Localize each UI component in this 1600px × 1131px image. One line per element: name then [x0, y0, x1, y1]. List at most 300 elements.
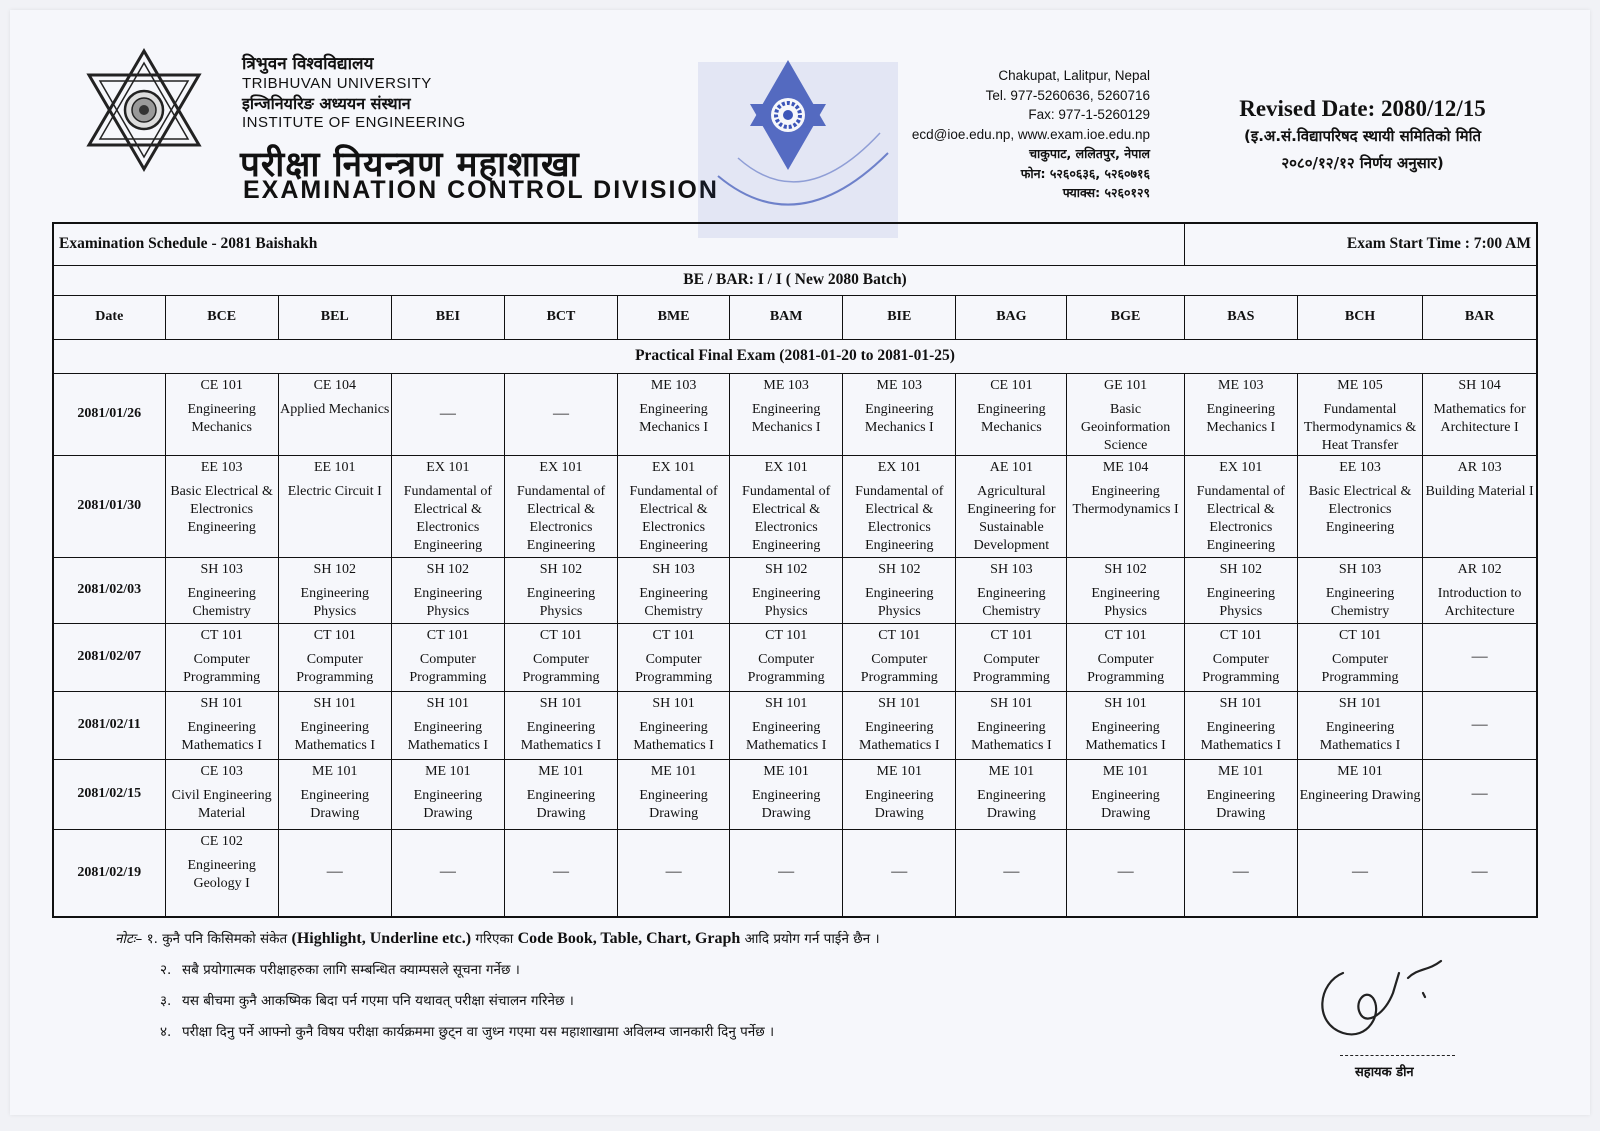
- contact-phone-np: फोन: ५२६०६३६, ५२६०७१६: [1020, 165, 1150, 181]
- course-subject: Engineering Drawing: [1091, 787, 1160, 821]
- practical-row: [53, 339, 1537, 373]
- exam-cell: [1184, 557, 1297, 623]
- exam-cell: [1297, 373, 1422, 455]
- exam-cell: [391, 759, 504, 829]
- course-code: ME 101: [312, 763, 358, 779]
- course-code: CT 101: [878, 627, 921, 643]
- exam-cell: [956, 691, 1067, 759]
- exam-date: 2081/02/11: [53, 691, 165, 759]
- course-code: ME 101: [1218, 763, 1264, 779]
- exam-cell: [730, 373, 843, 455]
- course-subject: Engineering Physics: [1091, 585, 1160, 619]
- course-subject: Engineering Geology I: [187, 857, 256, 891]
- exam-cell: [391, 557, 504, 623]
- course-code: SH 103: [652, 561, 695, 577]
- course-code: SH 101: [1104, 695, 1147, 711]
- exam-cell: [956, 373, 1067, 455]
- course-subject: Engineering Mechanics: [977, 401, 1046, 435]
- no-exam-dash: —: [1471, 863, 1488, 881]
- contact-address: Chakupat, Lalitpur, Nepal: [998, 68, 1150, 83]
- course-subject: Engineering Physics: [865, 585, 934, 619]
- exam-cell: [165, 691, 278, 759]
- course-code: SH 101: [200, 695, 243, 711]
- revised-note-line2: २०८०/१२/१२ निर्णय अनुसार): [1281, 154, 1444, 172]
- no-exam-dash: —: [1471, 647, 1488, 665]
- table-row: [53, 759, 1537, 829]
- column-header: BGE: [1067, 295, 1184, 339]
- course-code: AR 102: [1457, 561, 1502, 577]
- course-code: CT 101: [539, 627, 583, 643]
- no-exam-cell: [504, 829, 617, 917]
- course-code: CE 101: [200, 377, 243, 393]
- course-subject: Engineering Drawing: [526, 787, 596, 821]
- course-code: ME 103: [650, 377, 697, 393]
- no-exam-cell: [1423, 829, 1537, 917]
- course-subject: Computer Programming: [1202, 651, 1280, 685]
- revised-date: Revised Date: 2080/12/15: [1239, 96, 1486, 121]
- course-subject: Fundamental of Electrical & Electronics Engineering: [855, 483, 944, 553]
- division-name-np: परीक्षा नियन्त्रण महाशाखा: [240, 145, 580, 185]
- no-exam-dash: —: [1471, 715, 1488, 733]
- course-subject: Engineering Mathematics I: [294, 719, 375, 753]
- course-subject: Building Material I: [1425, 483, 1534, 499]
- exam-cell: [1067, 623, 1184, 691]
- column-header: BAS: [1184, 295, 1297, 339]
- institute-name-np: इन्जिनियरिङ अध्ययन संस्थान: [242, 94, 411, 113]
- course-code: EE 103: [1339, 459, 1381, 475]
- course-subject: Computer Programming: [1087, 651, 1165, 685]
- course-code: SH 103: [990, 561, 1033, 577]
- exam-cell: [165, 829, 278, 917]
- course-code: EX 101: [1219, 459, 1263, 475]
- contact-fax-np: फ्याक्स: ५२६०१२९: [1062, 185, 1150, 200]
- course-subject: Engineering Mathematics I: [1319, 719, 1401, 753]
- course-subject: Engineering Chemistry: [1325, 585, 1395, 619]
- university-name-en: TRIBHUVAN UNIVERSITY: [242, 75, 432, 92]
- course-subject: Engineering Drawing: [1299, 787, 1421, 803]
- column-header: BCH: [1297, 295, 1422, 339]
- course-subject: Engineering Mathematics I: [181, 719, 262, 753]
- course-subject: Engineering Thermodynamics I: [1072, 483, 1179, 517]
- course-subject: Engineering Drawing: [639, 787, 708, 821]
- course-code: AR 103: [1457, 459, 1502, 475]
- column-header: BIE: [843, 295, 956, 339]
- column-header: BCE: [165, 295, 278, 339]
- exam-cell: [730, 455, 843, 557]
- no-exam-cell: [391, 373, 504, 455]
- course-code: CT 101: [313, 627, 356, 643]
- note-number: ४.: [160, 1024, 172, 1040]
- exam-cell: [391, 623, 504, 691]
- exam-cell: [1184, 455, 1297, 557]
- course-code: CT 101: [1104, 627, 1147, 643]
- course-code: EX 101: [651, 459, 696, 475]
- no-exam-cell: [618, 829, 730, 917]
- course-subject: Computer Programming: [747, 651, 825, 685]
- exam-cell: [843, 691, 956, 759]
- exam-cell: [165, 623, 278, 691]
- exam-cell: [1067, 759, 1184, 829]
- course-subject: Engineering Mathematics I: [520, 719, 602, 753]
- course-subject: Computer Programming: [183, 651, 261, 685]
- course-subject: Fundamental of Electrical & Electronics Engineering: [742, 483, 831, 553]
- note-text: सबै प्रयोगात्मक परीक्षाहरुका लागि सम्बन्धित क्याम्पसले सूचना गर्नेछ ।: [182, 962, 520, 978]
- course-subject: Engineering Mechanics I: [1206, 401, 1276, 435]
- course-code: ME 101: [763, 763, 809, 779]
- course-subject: Engineering Physics: [751, 585, 821, 619]
- course-code: ME 101: [538, 763, 584, 779]
- course-code: CT 101: [765, 627, 808, 643]
- no-exam-dash: —: [552, 863, 569, 881]
- course-subject: Engineering Physics: [526, 585, 596, 619]
- exam-cell: [730, 557, 843, 623]
- table-row: [53, 691, 1537, 759]
- course-code: EE 101: [313, 459, 356, 475]
- signature-title: सहायक डीन: [1355, 1065, 1414, 1080]
- exam-cell: [956, 623, 1067, 691]
- column-header: Date: [53, 295, 165, 339]
- no-exam-cell: [504, 373, 617, 455]
- no-exam-dash: —: [891, 863, 908, 881]
- course-subject: Engineering Physics: [413, 585, 483, 619]
- exam-cell: [278, 373, 391, 455]
- note-text: आदि प्रयोग गर्न पाईने छैन ।: [744, 931, 880, 947]
- course-subject: Engineering Mechanics I: [864, 401, 934, 435]
- no-exam-dash: —: [778, 863, 795, 881]
- course-subject: Agricultural Engineering for Sustainable Development: [967, 483, 1056, 553]
- note-item-3: [160, 991, 574, 1009]
- course-code: SH 102: [539, 561, 583, 577]
- document-page: [10, 10, 1590, 1115]
- exam-cell: [165, 373, 278, 455]
- course-code: SH 101: [764, 695, 808, 711]
- signature-line: [1340, 1055, 1455, 1056]
- exam-cell: [278, 455, 391, 557]
- course-code: CE 102: [200, 833, 243, 849]
- exam-cell: [1297, 455, 1422, 557]
- exam-cell: [391, 455, 504, 557]
- course-subject: Engineering Mathematics I: [971, 719, 1052, 753]
- no-exam-cell: [1067, 829, 1184, 917]
- contact-tel: Tel. 977-5260636, 5260716: [985, 87, 1150, 103]
- course-subject: Engineering Chemistry: [187, 585, 256, 619]
- table-row: [53, 829, 1537, 917]
- no-exam-dash: —: [1003, 863, 1020, 881]
- exam-cell: [1297, 623, 1422, 691]
- exam-date: 2081/01/30: [53, 455, 165, 557]
- exam-cell: [618, 759, 730, 829]
- exam-cell: [1184, 759, 1297, 829]
- exam-cell: [165, 557, 278, 623]
- university-name-np: त्रिभुवन विश्वविद्यालय: [242, 54, 374, 74]
- exam-cell: [618, 623, 730, 691]
- course-subject: Basic Electrical & Electronics Engineering: [170, 483, 273, 535]
- exam-cell: [278, 691, 391, 759]
- exam-cell: [1067, 455, 1184, 557]
- column-header: BCT: [504, 295, 617, 339]
- course-subject: Basic Electrical & Electronics Engineering: [1308, 483, 1412, 535]
- no-exam-dash: —: [439, 863, 456, 881]
- note-bold: (Highlight, Underline etc.): [291, 930, 472, 947]
- course-subject: Engineering Mathematics I: [407, 719, 489, 753]
- exam-cell: [730, 623, 843, 691]
- course-subject: Computer Programming: [1321, 651, 1399, 685]
- course-code: EX 101: [426, 459, 470, 475]
- no-exam-dash: —: [326, 863, 343, 881]
- course-code: ME 101: [1337, 763, 1383, 779]
- column-header: BAR: [1423, 295, 1537, 339]
- university-name-block: [242, 54, 466, 132]
- course-code: SH 103: [1338, 561, 1382, 577]
- batch-label: BE / BAR: I / I ( New 2080 Batch): [53, 265, 1537, 295]
- course-code: SH 101: [313, 695, 356, 711]
- schedule-title: Examination Schedule - 2081 Baishakh: [53, 223, 1184, 265]
- no-exam-cell: [1423, 759, 1537, 829]
- exam-cell: [165, 759, 278, 829]
- course-subject: Engineering Drawing: [751, 787, 821, 821]
- contact-fax: Fax: 977-1-5260129: [1028, 107, 1150, 122]
- exam-cell: [278, 557, 391, 623]
- table-row: [53, 455, 1537, 557]
- exam-cell: [1297, 557, 1422, 623]
- course-code: CE 101: [990, 377, 1033, 393]
- exam-cell: [843, 455, 956, 557]
- note-item-4: [160, 1022, 774, 1040]
- revised-date-block: [1195, 96, 1530, 176]
- course-subject: Mathematics for Architecture I: [1433, 401, 1526, 435]
- note-item-1: [115, 929, 880, 948]
- exam-cell: [1297, 691, 1422, 759]
- exam-cell: [956, 455, 1067, 557]
- course-subject: Civil Engineering Material: [171, 787, 272, 821]
- no-exam-dash: —: [665, 863, 682, 881]
- exam-cell: [843, 373, 956, 455]
- course-subject: Computer Programming: [296, 651, 374, 685]
- course-code: SH 102: [313, 561, 356, 577]
- exam-date: 2081/02/15: [53, 759, 165, 829]
- column-header: BEI: [391, 295, 504, 339]
- exam-start-time: Exam Start Time : 7:00 AM: [1184, 223, 1537, 265]
- course-subject: Engineering Physics: [300, 585, 369, 619]
- university-logo-icon: [83, 47, 205, 173]
- division-name-en: EXAMINATION CONTROL DIVISION: [243, 176, 719, 204]
- course-code: ME 101: [650, 763, 697, 779]
- course-subject: Engineering Physics: [1206, 585, 1276, 619]
- exam-cell: [1067, 373, 1184, 455]
- course-code: SH 101: [878, 695, 921, 711]
- exam-date: 2081/02/03: [53, 557, 165, 623]
- course-subject: Engineering Mechanics: [187, 401, 256, 435]
- exam-cell: [504, 455, 617, 557]
- course-subject: Electric Circuit I: [287, 483, 382, 499]
- exam-cell: [1184, 691, 1297, 759]
- no-exam-cell: [1297, 829, 1422, 917]
- no-exam-cell: [1184, 829, 1297, 917]
- course-code: ME 101: [988, 763, 1035, 779]
- course-subject: Engineering Mechanics I: [751, 401, 821, 435]
- note-text: कुनै पनि किसिमको संकेत: [162, 931, 288, 947]
- note-text: गरिएका: [475, 931, 514, 947]
- exam-cell: [956, 759, 1067, 829]
- course-subject: Engineering Mathematics I: [1200, 719, 1282, 753]
- course-code: CE 104: [313, 377, 356, 393]
- course-subject: Engineering Mathematics I: [1085, 719, 1166, 753]
- exam-cell: [1423, 455, 1537, 557]
- exam-cell: [391, 691, 504, 759]
- exam-cell: [1067, 691, 1184, 759]
- course-subject: Engineering Drawing: [977, 787, 1046, 821]
- course-code: CT 101: [200, 627, 243, 643]
- exam-cell: [843, 623, 956, 691]
- course-code: CT 101: [426, 627, 469, 643]
- course-subject: Computer Programming: [409, 651, 487, 685]
- exam-cell: [1067, 557, 1184, 623]
- course-subject: Computer Programming: [635, 651, 713, 685]
- course-subject: Computer Programming: [972, 651, 1050, 685]
- column-header-row: [53, 295, 1537, 339]
- course-code: SH 101: [1338, 695, 1382, 711]
- no-exam-cell: [956, 829, 1067, 917]
- exam-cell: [1423, 557, 1537, 623]
- course-code: GE 101: [1104, 377, 1148, 393]
- course-code: SH 104: [1458, 377, 1501, 393]
- table-row: [53, 557, 1537, 623]
- course-code: ME 101: [876, 763, 923, 779]
- course-subject: Fundamental of Electrical & Electronics Engineering: [403, 483, 492, 553]
- exam-cell: [843, 759, 956, 829]
- contact-web: ecd@ioe.edu.np, www.exam.ioe.edu.np: [911, 126, 1150, 142]
- note-item-2: [160, 960, 520, 978]
- course-code: SH 101: [990, 695, 1033, 711]
- note-text: परीक्षा दिनु पर्ने आफ्नो कुनै विषय परीक्षा कार्यक्रममा छुट्न वा जुध्न गएमा यस महाशाखामा अविलम्व जानकारी दिनु पर्नेछ ।: [182, 1024, 775, 1040]
- no-exam-dash: —: [1352, 863, 1369, 881]
- course-code: CT 101: [1219, 627, 1262, 643]
- batch-row: [53, 265, 1537, 295]
- exam-cell: [843, 557, 956, 623]
- note-number: १.: [146, 931, 158, 947]
- course-code: CT 101: [1338, 627, 1382, 643]
- exam-cell: [504, 557, 617, 623]
- no-exam-cell: [1423, 691, 1537, 759]
- course-subject: Fundamental Thermodynamics & Heat Transfer: [1303, 401, 1417, 453]
- official-stamp-icon: [698, 58, 903, 242]
- course-subject: Computer Programming: [522, 651, 600, 685]
- exam-cell: [618, 455, 730, 557]
- contact-block: [912, 66, 1150, 203]
- course-subject: Engineering Mathematics I: [633, 719, 714, 753]
- no-exam-dash: —: [1471, 784, 1488, 802]
- course-code: SH 101: [426, 695, 470, 711]
- note-bold: Code Book, Table, Chart, Graph: [517, 930, 741, 947]
- exam-cell: [1184, 623, 1297, 691]
- no-exam-dash: —: [552, 404, 569, 422]
- exam-cell: [618, 373, 730, 455]
- course-subject: Engineering Chemistry: [977, 585, 1046, 619]
- no-exam-cell: [278, 829, 391, 917]
- exam-cell: [1297, 759, 1422, 829]
- course-subject: Computer Programming: [860, 651, 938, 685]
- note-text: यस बीचमा कुनै आकष्मिक बिदा पर्न गएमा पनि यथावत् परीक्षा संचालन गरिनेछ ।: [182, 993, 574, 1009]
- course-subject: Engineering Mathematics I: [859, 719, 940, 753]
- course-code: EE 103: [200, 459, 243, 475]
- exam-cell: [1423, 373, 1537, 455]
- column-header: BEL: [278, 295, 391, 339]
- exam-cell: [165, 455, 278, 557]
- course-subject: Engineering Drawing: [300, 787, 369, 821]
- practical-exam-label: Practical Final Exam (2081-01-20 to 2081-01-25): [53, 339, 1537, 373]
- course-subject: Fundamental of Electrical & Electronics Engineering: [516, 483, 606, 553]
- no-exam-cell: [730, 829, 843, 917]
- course-code: SH 103: [200, 561, 243, 577]
- exam-cell: [1184, 373, 1297, 455]
- exam-cell: [730, 759, 843, 829]
- exam-cell: [504, 623, 617, 691]
- course-subject: Engineering Drawing: [865, 787, 934, 821]
- course-subject: Engineering Drawing: [413, 787, 483, 821]
- institute-name-en: INSTITUTE OF ENGINEERING: [242, 114, 466, 131]
- course-subject: Engineering Drawing: [1206, 787, 1276, 821]
- course-code: SH 101: [1219, 695, 1262, 711]
- revised-note-line1: (इ.अ.सं.विद्यापरिषद स्थायी समितिको मिति: [1243, 127, 1482, 145]
- no-exam-dash: —: [1232, 863, 1249, 881]
- exam-schedule-table: [52, 222, 1538, 918]
- handwritten-signature-icon: [1313, 953, 1453, 1043]
- course-code: EX 101: [764, 459, 808, 475]
- column-header: BAG: [956, 295, 1067, 339]
- course-code: ME 101: [1102, 763, 1149, 779]
- course-code: ME 103: [763, 377, 809, 393]
- course-code: ME 105: [1337, 377, 1383, 393]
- exam-date: 2081/02/07: [53, 623, 165, 691]
- course-code: ME 101: [425, 763, 471, 779]
- course-code: SH 102: [1104, 561, 1147, 577]
- course-subject: Engineering Mathematics I: [745, 719, 827, 753]
- course-code: ME 103: [1218, 377, 1264, 393]
- exam-cell: [730, 691, 843, 759]
- course-code: CT 101: [652, 627, 695, 643]
- course-subject: Fundamental of Electrical & Electronics Engineering: [1196, 483, 1285, 553]
- course-code: SH 101: [652, 695, 695, 711]
- course-subject: Basic Geoinformation Science: [1080, 401, 1171, 453]
- course-subject: Applied Mechanics: [280, 401, 390, 417]
- exam-cell: [618, 691, 730, 759]
- exam-cell: [278, 759, 391, 829]
- course-subject: Engineering Mechanics I: [639, 401, 708, 435]
- no-exam-cell: [1423, 623, 1537, 691]
- course-code: ME 104: [1102, 459, 1149, 475]
- exam-cell: [956, 557, 1067, 623]
- exam-cell: [618, 557, 730, 623]
- table-row: [53, 373, 1537, 455]
- course-subject: Engineering Chemistry: [639, 585, 708, 619]
- course-code: CE 103: [200, 763, 243, 779]
- note-number: २.: [160, 962, 172, 978]
- exam-date: 2081/02/19: [53, 829, 165, 917]
- exam-cell: [504, 759, 617, 829]
- column-header: BME: [618, 295, 730, 339]
- course-code: EX 101: [877, 459, 921, 475]
- table-row: [53, 623, 1537, 691]
- no-exam-cell: [391, 829, 504, 917]
- course-code: SH 102: [426, 561, 470, 577]
- course-subject: Fundamental of Electrical & Electronics Engineering: [629, 483, 718, 553]
- note-number: ३.: [160, 993, 172, 1009]
- exam-date: 2081/01/26: [53, 373, 165, 455]
- column-header: BAM: [730, 295, 843, 339]
- course-code: EX 101: [539, 459, 583, 475]
- notes-label: नोटः–: [115, 931, 143, 947]
- no-exam-cell: [843, 829, 956, 917]
